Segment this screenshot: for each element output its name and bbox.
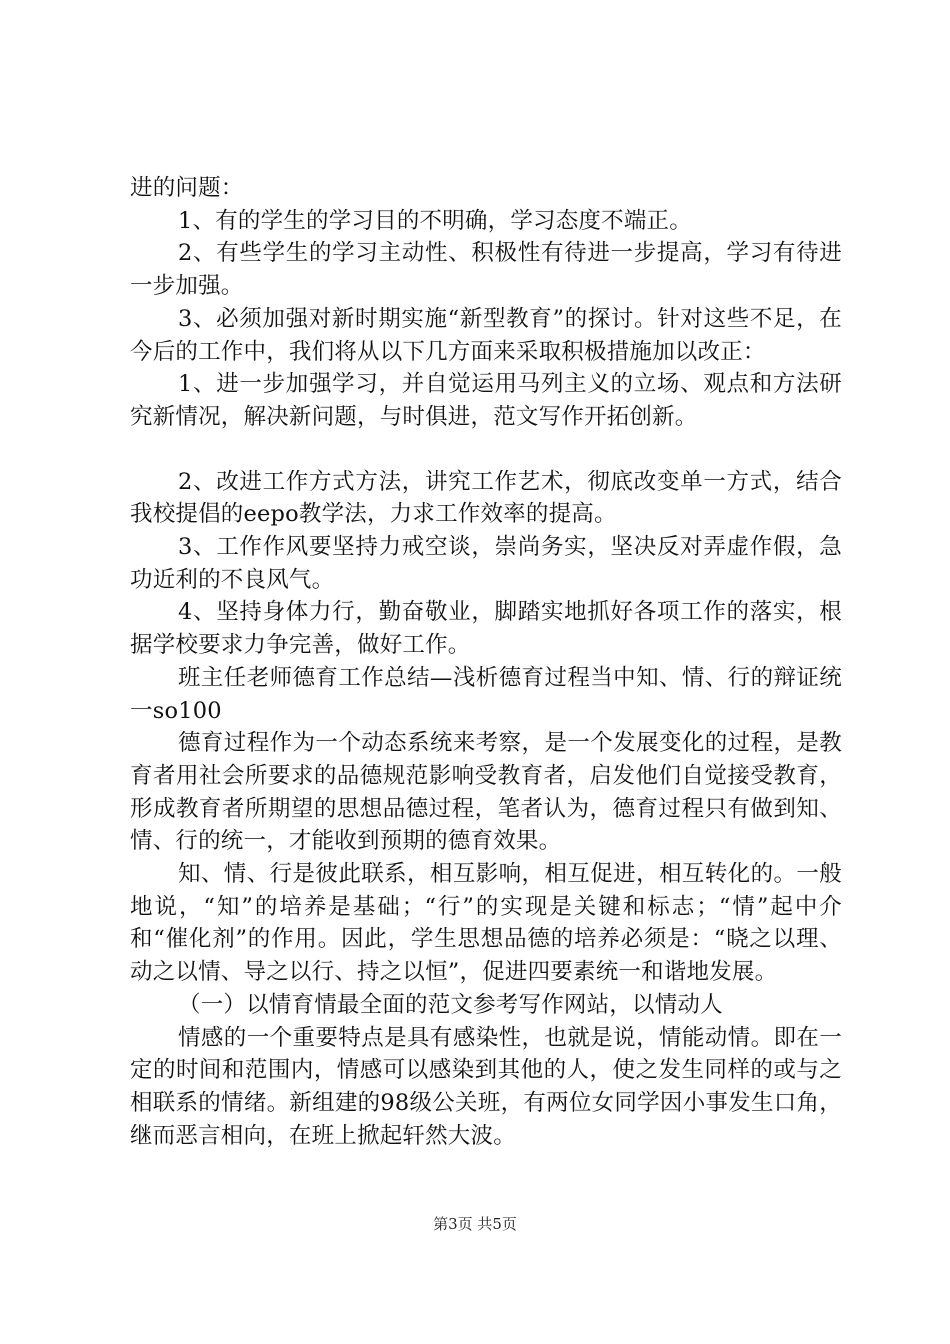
paragraph-measure-3: 3、工作作风要坚持力戒空谈，崇尚务实，坚决反对弄虚作假，急功近利的不良风气。 (130, 534, 842, 593)
subsection-heading: （一）以情育情最全面的范文参考写作网站，以情动人 (178, 991, 723, 1018)
paragraph-measure-4: 4、坚持身体力行，勤奋敬业，脚踏实地抓好各项工作的落实，根据学校要求力争完善，做好工作。 (130, 599, 842, 659)
paragraph-moral-process: 德育过程作为一个动态系统来考察，是一个发展变化的过程，是教育者用社会所要求的品德规范影响受教育者，启发他们自觉接受教育，形成教育者所期望的思想品德过程，笔者认为，德育过程只有做到知、情、行的统一，才能收到预期的德育效果。 (130, 730, 842, 855)
paragraph-problem-1: 1、有的学生的学习目的不明确，学习态度不端正。 (178, 207, 692, 234)
paragraph-problem-2: 2、有些学生的学习主动性、积极性有待进一步提高，学习有待进一步加强。 (130, 240, 842, 300)
document-body (130, 172, 842, 1152)
section-title: 班主任老师德育工作总结—浅析德育过程当中知、情、行的辩证统一so100 (130, 664, 842, 724)
paragraph-emotion: 情感的一个重要特点是具有感染性，也就是说，情能动情。即在一定的时间和范围内，情感可以感染到其他的人，使之发生同样的或与之相联系的情绪。新组建的98级公关班，有两位女同学因小事发生口角，继而恶言相向，在班上掀起轩然大波。 (130, 1024, 842, 1149)
paragraph-measure-1: 1、进一步加强学习，并自觉运用马列主义的立场、观点和方法研究新情况，解决新问题，与时俱进，范文写作开拓创新。 (130, 371, 842, 430)
paragraph-gap (130, 434, 842, 466)
paragraph-knowledge-emotion-action: 知、情、行是彼此联系，相互影响，相互促进，相互转化的。一般地说，“知”的培养是基础；“行”的实现是关键和标志；“情”起中介和“催化剂”的作用。因此，学生思想品德的培养必须是：“晓之以理、动之以情、导之以行、持之以恒”，促进四要素统一和谐地发展。 (130, 861, 842, 986)
page-footer: 第3页 共5页 (433, 1215, 517, 1233)
paragraph-continuation: 进的问题： (130, 175, 244, 201)
paragraph-problem-3: 3、必须加强对新时期实施“新型教育”的探讨。针对这些不足，在今后的工作中，我们将从以下几方面来采取积极措施加以改正： (130, 305, 842, 365)
paragraph-measure-2: 2、改进工作方式方法，讲究工作艺术，彻底改变单一方式，结合我校提倡的eepo教学法，力求工作效率的提高。 (130, 468, 842, 528)
